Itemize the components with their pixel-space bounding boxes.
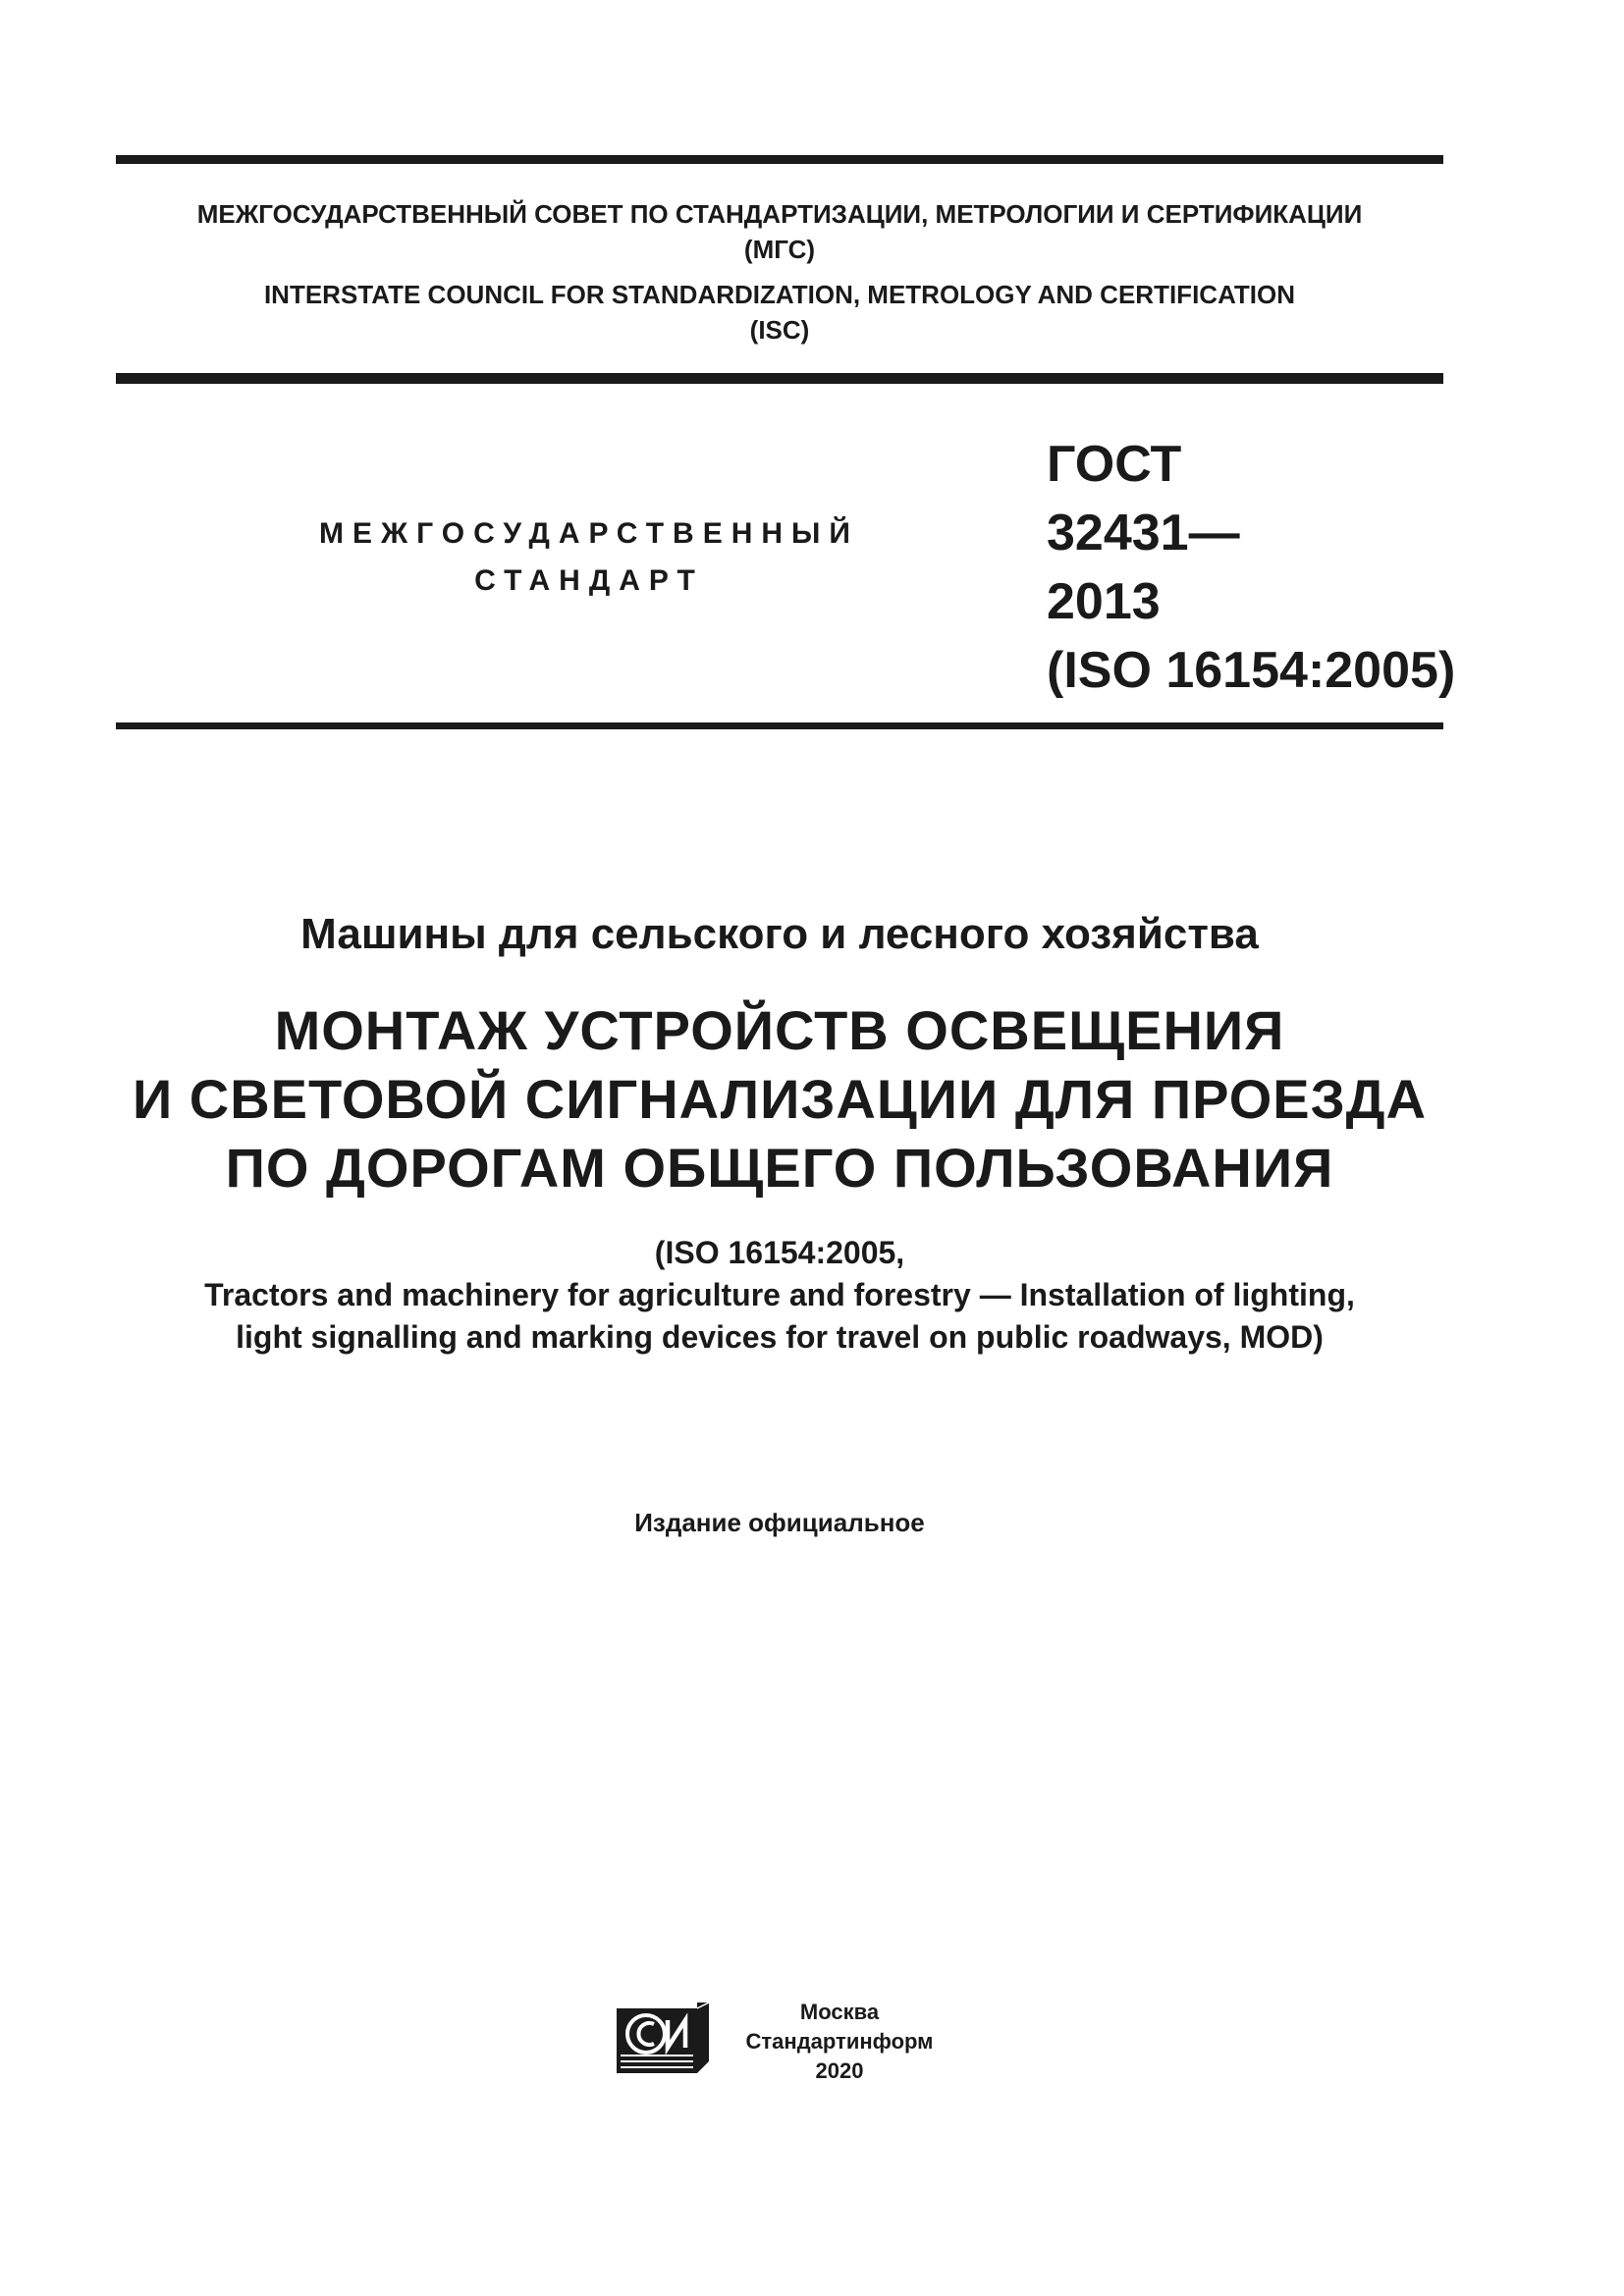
header-rule xyxy=(116,373,1443,384)
council-header xyxy=(116,196,1443,347)
standard-type-line1: МЕЖГОСУДАРСТВЕННЫЙ xyxy=(319,517,859,550)
gost-year: 2013 xyxy=(1047,573,1161,630)
publisher-city: Москва xyxy=(799,2000,880,2024)
top-rule xyxy=(116,155,1443,164)
designation-rule xyxy=(116,722,1443,729)
iso-note-line-2: Tractors and machinery for agriculture and forestry — Installation of lighting, xyxy=(204,1277,1355,1312)
edition-label: Издание официальное xyxy=(634,1508,925,1537)
gost-iso-ref: (ISO 16154:2005) xyxy=(1047,642,1456,699)
gost-designation xyxy=(1047,430,1455,705)
iso-reference-note xyxy=(116,1232,1443,1359)
document-title xyxy=(116,996,1443,1202)
council-ru-abbr: (МГС) xyxy=(743,235,816,264)
title-line-2: И СВЕТОВОЙ СИГНАЛИЗАЦИИ ДЛЯ ПРОЕЗДА xyxy=(132,1068,1428,1130)
council-en: INTERSTATE COUNCIL FOR STANDARDIZATION, METROLOGY AND CERTIFICATION xyxy=(263,280,1296,309)
title-line-1: МОНТАЖ УСТРОЙСТВ ОСВЕЩЕНИЯ xyxy=(274,999,1285,1061)
standard-type xyxy=(236,510,943,605)
title-line-3: ПО ДОРОГАМ ОБЩЕГО ПОЛЬЗОВАНИЯ xyxy=(225,1137,1334,1199)
document-subject: Машины для сельского и лесного хозяйства xyxy=(300,910,1259,958)
gost-number: 32431— xyxy=(1047,505,1240,561)
iso-note-line-3: light signalling and marking devices for travel on public roadways, MOD) xyxy=(236,1319,1324,1355)
publisher-imprint xyxy=(727,1998,952,2086)
iso-note-line-1: (ISO 16154:2005, xyxy=(654,1235,905,1270)
standard-type-line2: СТАНДАРТ xyxy=(474,564,704,597)
publisher-year: 2020 xyxy=(815,2058,864,2083)
gost-label: ГОСТ xyxy=(1047,436,1182,493)
council-en-abbr: (ISC) xyxy=(749,315,810,345)
standartinform-logo-icon xyxy=(617,2002,709,2075)
council-ru: МЕЖГОСУДАРСТВЕННЫЙ СОВЕТ ПО СТАНДАРТИЗАЦИИ, МЕТРОЛОГИИ И СЕРТИФИКАЦИИ xyxy=(196,199,1363,229)
publisher-name: Стандартинформ xyxy=(745,2029,934,2054)
